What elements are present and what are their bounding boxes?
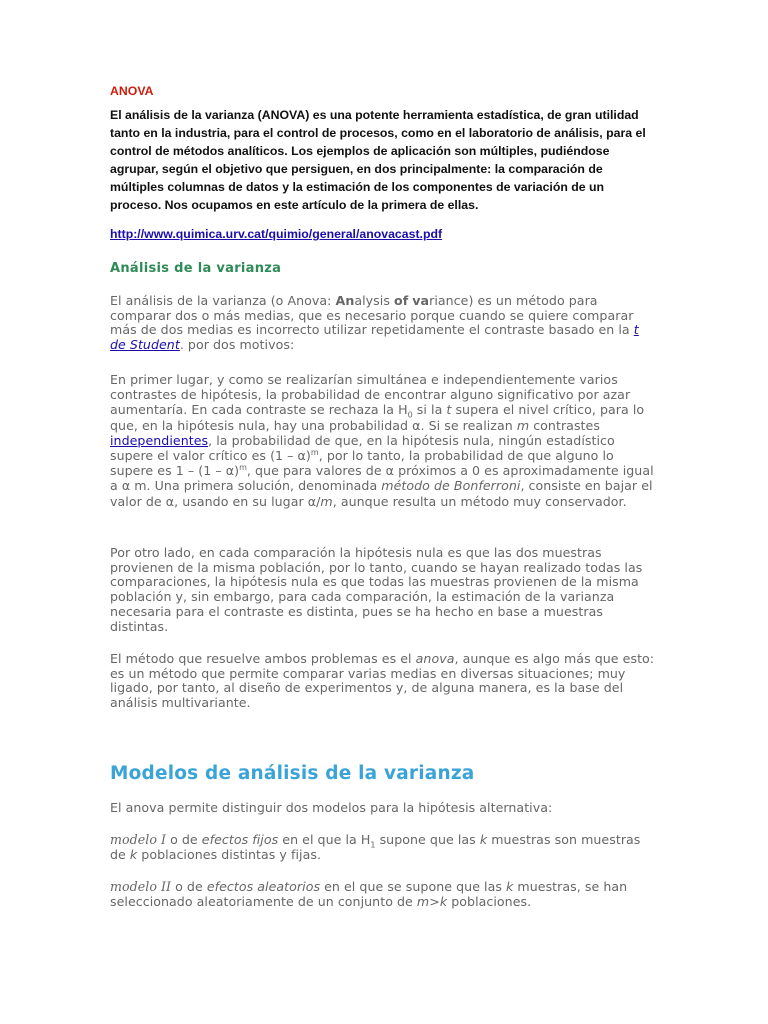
paragraph-definition: El análisis de la varianza (o Anova: Analysis of variance) es un método para comparar dos o más medias, que es necesario porque cuando se quiere comparar más de dos medias es incorrecto utilizar repetidamente el contraste basado en la t de Student. por dos motivos: — [110, 293, 639, 353]
intro-paragraph: El análisis de la varianza (ANOVA) es una potente herramienta estadística, de gran utilidad tanto en la industria, para el control de procesos, como en el laboratorio de análisis, para el control de métodos analíticos. Los ejemplos de aplicación son múltiples, pudiéndose agrupar, según el objetivo que persiguen, en dos principalmente: la comparación de múltiples columnas de datos y la estimación de los componentes de variación de un proceso. Nos ocupamos en este artículo de la primera de ellas. — [110, 108, 646, 212]
doc-title: ANOVA — [110, 84, 154, 98]
paragraph-first-reason: En primer lugar, y como se realizarían simultánea e independientemente varios contrastes de hipótesis, la probabilidad de encontrar alguno significativo por azar aumentaría. En cada contraste se rechaza la $H_0$ si la t supera el nivel crítico, para lo que, en la hipótesis nula, hay una probabilidad α. Si se realizan m contrastes independientes, la probabilidad de que, en la hipótesis nula, ningún estadístico supere el valor crítico es (1 – α)$^m$, por lo tanto, la probabilidad de que alguno lo supere es 1 – (1 – α)$^m$, que para valores de α próximos a 0 es aproximadamente igual a α m. Una primera solución, denominada método de Bonferroni, consiste en bajar el valor de α, usando en su lugar α/m, aunque resulta un método muy conservador. — [110, 372, 654, 509]
source-pdf-link[interactable]: http://www.quimica.urv.cat/quimio/general/anovacast.pdf — [110, 227, 443, 241]
t-student-link[interactable]: t de Student — [110, 322, 639, 353]
paragraph-anova-solution: El método que resuelve ambos problemas es el anova, aunque es algo más que esto: es un método que permite comparar varias medias en diversas situaciones; muy ligado, por tanto, al diseño de experimentos y, de alguna manera, es la base del análisis multivariante. — [110, 651, 655, 711]
paragraph-model-one: modelo I o de efectos fijos en el que la $H_1$ supone que las k muestras son muestras de k poblaciones distintas y fijas. — [110, 832, 641, 862]
independientes-link[interactable]: independientes — [110, 432, 209, 448]
paragraph-models-intro: El anova permite distinguir dos modelos para la hipótesis alternativa: — [110, 800, 553, 815]
section-heading-analisis: Análisis de la varianza — [110, 261, 282, 276]
section-heading-modelos: Modelos de análisis de la varianza — [110, 763, 475, 784]
paragraph-second-reason: Por otro lado, en cada comparación la hipótesis nula es que las dos muestras provienen de la misma población, por lo tanto, cuando se hayan realizado todas las comparaciones, la hipótesis nula es que todas las muestras provienen de la misma población y, sin embargo, para cada comparación, la estimación de la varianza necesaria para el contraste es distinta, pues se ha hecho en base a muestras distintas. — [110, 545, 643, 634]
paragraph-model-two: modelo II o de efectos aleatorios en el que se supone que las k muestras, se han seleccionado aleatoriamente de un conjunto de m>k poblaciones. — [110, 879, 628, 909]
